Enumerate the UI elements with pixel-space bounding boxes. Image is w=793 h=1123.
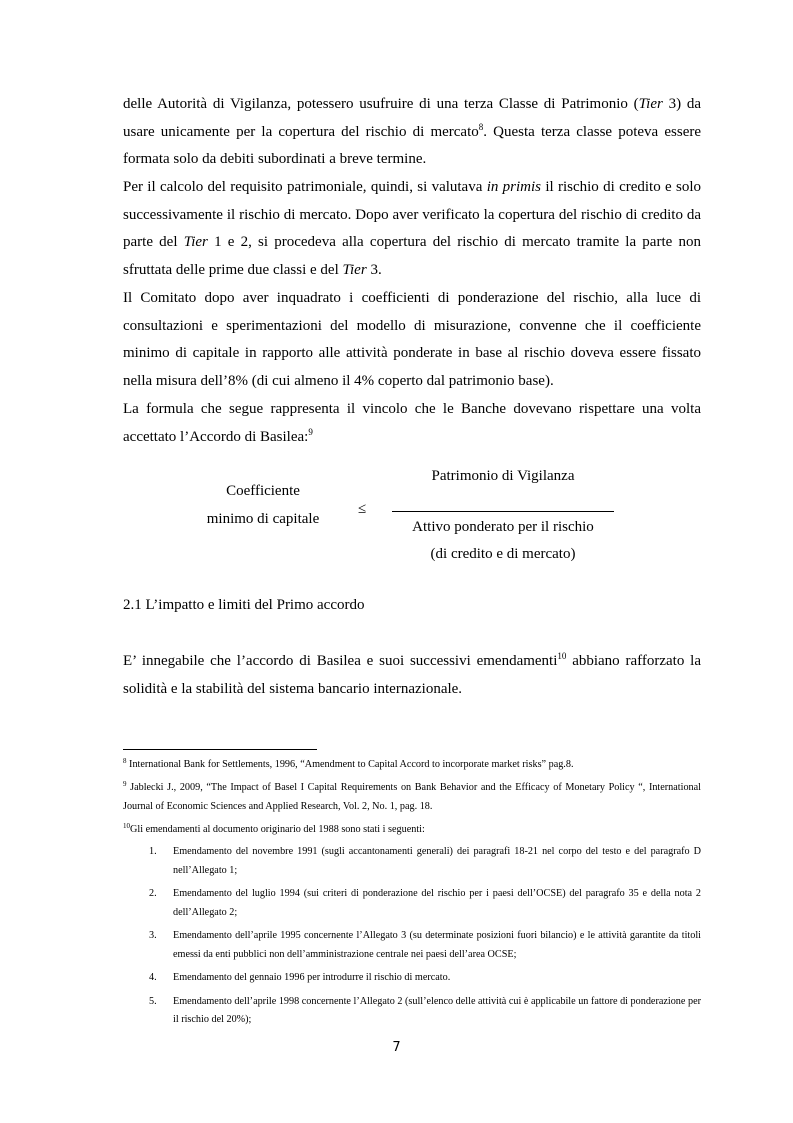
- page-number: 7: [392, 1040, 401, 1055]
- list-item-number: 1.: [149, 846, 157, 857]
- text-run: Per il calcolo del requisito patrimoniale, quindi, si valutava: [123, 179, 487, 195]
- footnote-number: 9: [123, 780, 127, 788]
- footnote-9: [123, 779, 701, 816]
- list-item-number: 5.: [149, 995, 157, 1007]
- list-item-number: 3.: [149, 930, 157, 941]
- text-run: 3) da usare unicamente per la copertura del rischio di mercato: [123, 96, 702, 140]
- text-run: La formula che segue rappresenta il vincolo che le Banche dovevano rispettare una volta accettato l’Accordo di Basilea:: [123, 401, 701, 445]
- leq-operator: ≤: [358, 501, 367, 517]
- text-run: E’ innegabile che l’accordo di Basilea e suoi successivi emendamenti: [123, 653, 558, 669]
- footnote-separator: [123, 749, 317, 750]
- text-run: 3.: [366, 261, 382, 278]
- footnote-number: 8: [123, 757, 127, 765]
- list-item-text: Emendamento del novembre 1991 (sugli accantonamenti generali) dei paragrafi 18-21 nel corpo del testo e del paragrafo D nell’Allegato 1;: [173, 846, 701, 876]
- text-run: delle Autorità di Vigilanza, potessero usufruire di una terza Classe di Patrimonio (: [123, 96, 639, 112]
- italic-term: in primis: [486, 179, 542, 195]
- footnote-ref-8[interactable]: 8: [478, 121, 484, 132]
- italic-term: Tier: [183, 234, 208, 250]
- italic-term: Tier: [342, 261, 367, 278]
- text-run: . Questa terza classe poteva essere formata solo da debiti subordinati a breve termine.: [123, 123, 701, 167]
- paragraph-formula-intro: [123, 396, 701, 451]
- list-item: [123, 927, 701, 964]
- list-item: [123, 885, 701, 922]
- list-item-text: Emendamento del luglio 1994 (sui criteri di ponderazione del rischio per i paesi dell’OCSE) del paragrafo 35 e della nota 2 dell’Allegato 2;: [173, 888, 701, 918]
- list-item-text: Emendamento dell’aprile 1998 concernente l’Allegato 2 (sull’elenco delle attività cui è applicabile un fattore di ponderazione per il rischio del 20%);: [173, 995, 701, 1025]
- footnote-text: Jablecki J., 2009, “The Impact of Basel I Capital Requirements on Bank Behavior and the Efficacy of Monetary Policy “, International Journal of Economic Sciences and Applied Research, Vol. 2, No. 1, pag. 18.: [123, 782, 701, 812]
- formula-denominator-line1: Attivo ponderato per il rischio: [412, 519, 594, 535]
- formula-lhs-line1: Coefficiente: [226, 483, 300, 499]
- text-run: 1 e 2, si procedeva alla copertura del rischio di mercato tramite la parte non sfruttata delle prime due classi e del: [123, 234, 701, 278]
- formula-denominator: [392, 514, 614, 568]
- paragraph-comitato: Il Comitato dopo aver inquadrato i coefficienti di ponderazione del rischio, alla luce di consultazioni e sperimentazioni del modello di misurazione, convenne che il coefficiente minimo di capitale in rapporto alle attività ponderate in base al rischio doveva essere fissato nella misura dell’8% (di cui almeno il 4% coperto dal patrimonio base).: [123, 290, 701, 389]
- footnote-10: [123, 821, 701, 840]
- list-item: [123, 969, 701, 988]
- formula-denominator-line2: (di credito e di mercato): [430, 546, 576, 562]
- footnote-ref-9[interactable]: 9: [308, 426, 313, 437]
- footnote-8: [123, 756, 701, 775]
- paragraph-calcolo: [123, 174, 701, 284]
- text-run: abbiano rafforzato la solidità e la stabilità del sistema bancario internazionale.: [123, 653, 701, 697]
- paragraph-impatto: [123, 648, 701, 703]
- list-item: [123, 843, 701, 880]
- list-item-text: Emendamento del gennaio 1996 per introdurre il rischio di mercato.: [173, 972, 451, 983]
- italic-term: Tier: [638, 96, 663, 112]
- formula-lhs: [193, 477, 333, 533]
- list-item-number: 2.: [149, 888, 157, 899]
- footnote-text: Gli emendamenti al documento originario del 1988 sono stati i seguenti:: [130, 824, 425, 835]
- formula-numerator: Patrimonio di Vigilanza: [431, 468, 575, 484]
- footnote-ref-10[interactable]: 10: [557, 651, 567, 661]
- footnote-number: 10: [123, 822, 130, 830]
- section-heading: 2.1 L’impatto e limiti del Primo accordo: [123, 597, 365, 613]
- paragraph-tier3: [123, 91, 701, 174]
- list-item-text: Emendamento dell’aprile 1995 concernente l’Allegato 3 (su determinate posizioni fuori bilancio) e le attività garantite da titoli emessi da enti pubblici non dell’amministrazione centrale nei paesi dell’area OCSE;: [173, 930, 701, 960]
- fraction-bar: [392, 511, 614, 512]
- list-item: [123, 993, 701, 1030]
- formula-lhs-line2: minimo di capitale: [206, 511, 320, 527]
- footnote-text: International Bank for Settlements, 1996, “Amendment to Capital Accord to incorporate market risks” pag.8.: [126, 759, 574, 770]
- amendments-list: [123, 843, 701, 1035]
- text-run: il rischio di credito e solo successivamente il rischio di mercato. Dopo aver verificato la copertura del rischio di credito da parte del: [123, 179, 701, 250]
- list-item-number: 4.: [149, 972, 157, 983]
